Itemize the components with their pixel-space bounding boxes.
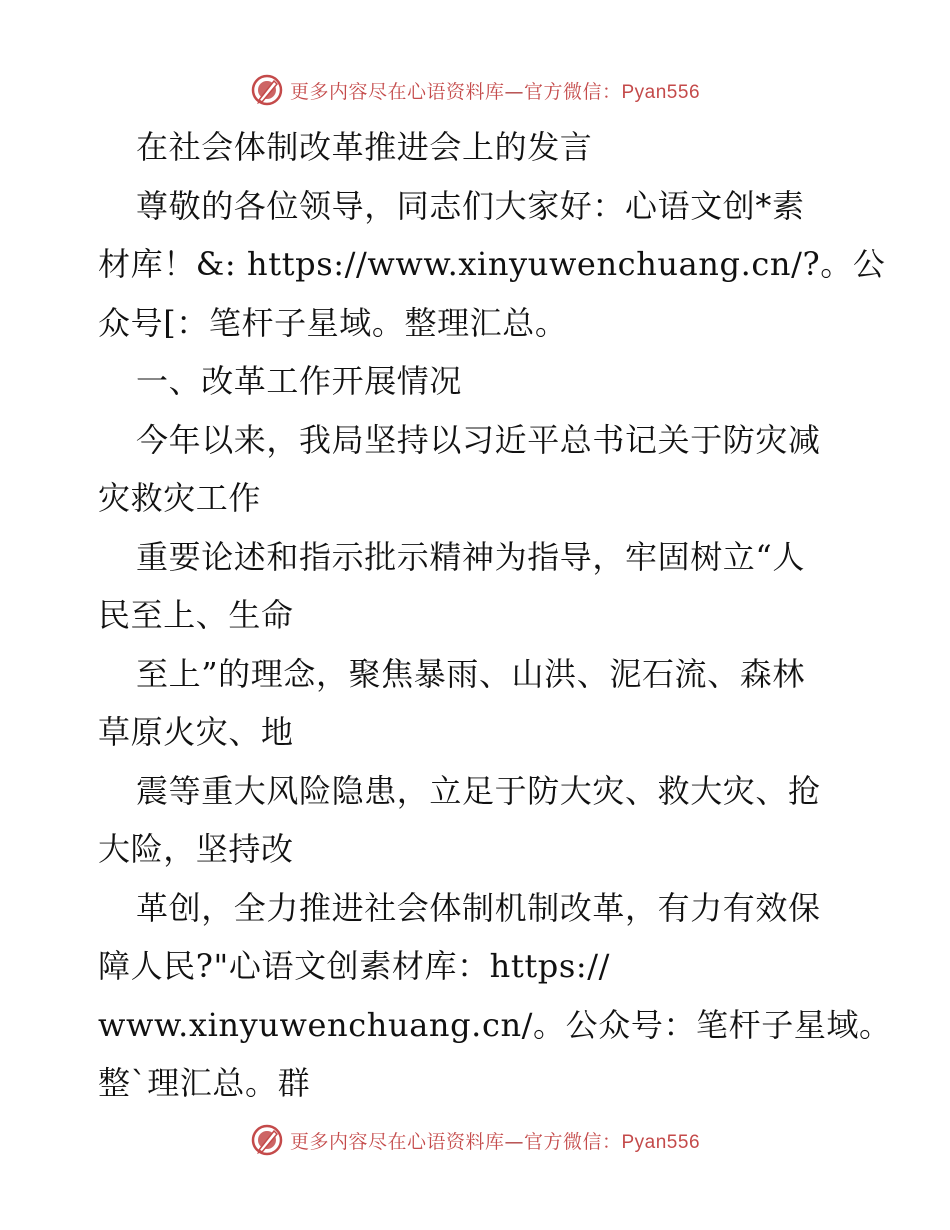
paragraph-line: 震等重大风险隐患，立足于防大灾、救大灾、抢 (136, 771, 821, 810)
paragraph-line: 草原火灾、地 (98, 713, 294, 751)
watermark-suffix: 官方微信： (523, 1130, 622, 1153)
paragraph-line: 今年以来，我局坚持以习近平总书记关于防灾减 (136, 420, 821, 459)
watermark-main: 更多内容尽在心语资料库 (289, 80, 505, 103)
watermark-handle: Pyan556 (621, 1131, 701, 1153)
paragraph-line: 整`理汇总。群 (98, 1064, 311, 1102)
paragraph-line: 重要论述和指示批示精神为指导，牢固树立“人 (136, 537, 805, 576)
footer-watermark (0, 1120, 950, 1160)
paragraph-line: 材库！&: https://www.xinyuwenchuang.cn/?。公 (98, 245, 886, 283)
watermark-text (290, 1127, 700, 1154)
watermark-suffix: 官方微信： (523, 80, 622, 103)
paragraph-line: 革创，全力推进社会体制机制改革，有力有效保 (136, 888, 821, 927)
watermark-main: 更多内容尽在心语资料库 (289, 1130, 505, 1153)
watermark-handle: Pyan556 (621, 81, 701, 103)
pen-seal-icon (250, 73, 284, 107)
watermark-text (290, 77, 700, 104)
header-watermark (0, 70, 950, 110)
paragraph-line: www.xinyuwenchuang.cn/。公众号：笔杆子星域。 (98, 1005, 892, 1044)
watermark-separator: — (504, 1130, 524, 1153)
section-heading: 一、改革工作开展情况 (136, 362, 463, 400)
paragraph-line: 灾救灾工作 (98, 479, 262, 517)
paragraph-line: 大险，坚持改 (98, 830, 294, 868)
paragraph-line: 至上”的理念，聚焦暴雨、山洪、泥石流、森林 (136, 654, 805, 693)
pen-seal-icon (250, 1123, 284, 1157)
document-title: 在社会体制改革推进会上的发言 (136, 128, 593, 166)
watermark-separator: — (504, 80, 524, 103)
paragraph-line: 尊敬的各位领导，同志们大家好：心语文创*素 (136, 186, 805, 225)
paragraph-line: 民至上、生命 (98, 596, 294, 634)
paragraph-line: 障人民?"心语文创素材库：https:// (98, 947, 611, 985)
paragraph-line: 众号[：笔杆子星域。整理汇总。 (98, 303, 568, 342)
document-body (98, 118, 892, 1113)
